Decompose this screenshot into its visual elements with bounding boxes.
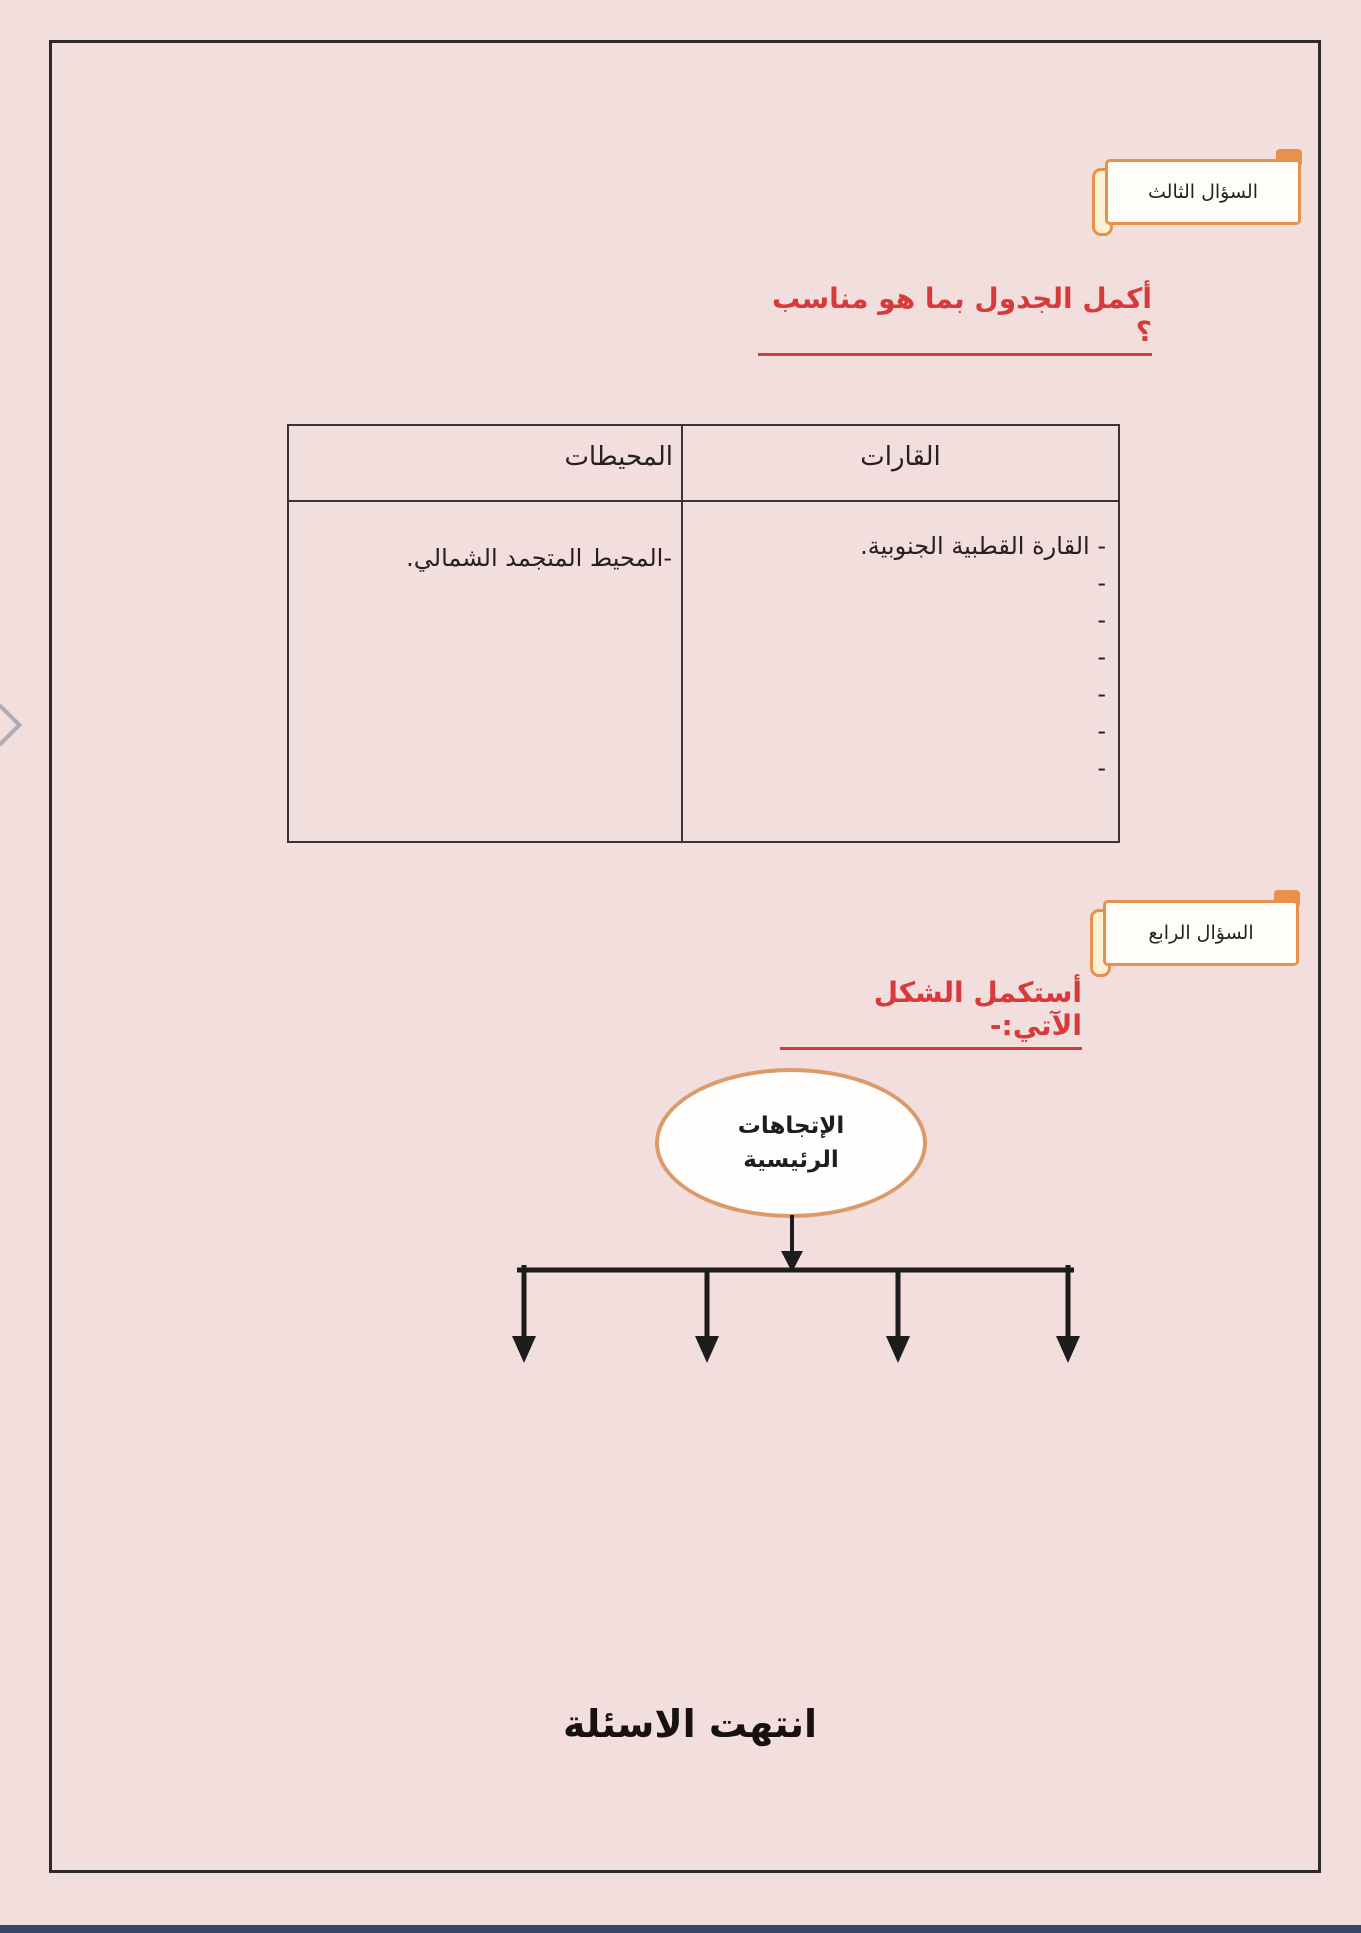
table-cell-oceans <box>289 502 681 841</box>
continents-oceans-table <box>287 424 1120 843</box>
diagram-root-label: الإتجاهات الرئيسية <box>737 1113 845 1173</box>
question4-banner-label: السؤال الرابع <box>1103 900 1299 966</box>
table-cell-continents <box>681 502 1118 841</box>
branch-arrow <box>1056 1265 1080 1363</box>
table-header-continents: القارات <box>681 426 1118 502</box>
diagram-lines <box>512 1215 1080 1363</box>
question4-banner <box>1090 890 1306 976</box>
chevron-right-icon[interactable] <box>0 704 22 746</box>
arrow-down-icon <box>886 1336 910 1363</box>
table-cell-line: - <box>1097 569 1106 597</box>
bottom-bar <box>0 1925 1361 1933</box>
table-cell-line: - <box>1097 754 1106 782</box>
diagram-root-ellipse <box>655 1068 927 1218</box>
table-cell-line: - <box>1097 680 1106 708</box>
question3-banner-label: السؤال الثالث <box>1105 159 1301 225</box>
arrow-down-icon <box>695 1336 719 1363</box>
arrow-down-icon <box>1056 1336 1080 1363</box>
arrow-down-icon <box>512 1336 536 1363</box>
table-cell-line: - القارة القطبية الجنوبية. <box>860 532 1106 560</box>
question3-title-text: أكمل الجدول بما هو مناسب ؟ <box>758 282 1152 356</box>
table-header-oceans: المحيطات <box>289 426 681 502</box>
branch-arrow <box>512 1265 536 1363</box>
branch-arrow <box>886 1270 910 1363</box>
end-of-questions-text: انتهت الاسئلة <box>562 1702 818 1746</box>
table-cell-line: - <box>1097 606 1106 634</box>
question4-title-text: أستكمل الشكل الآتي:- <box>780 976 1082 1050</box>
question4-title <box>780 976 1082 1050</box>
branch-arrow <box>695 1270 719 1363</box>
table-cell-line: -المحيط المتجمد الشمالي. <box>406 544 672 572</box>
diagram-tree <box>480 1215 1120 1375</box>
table-cell-line: - <box>1097 643 1106 671</box>
table-cell-line: - <box>1097 717 1106 745</box>
question3-title <box>758 282 1152 356</box>
question3-banner <box>1092 149 1308 235</box>
